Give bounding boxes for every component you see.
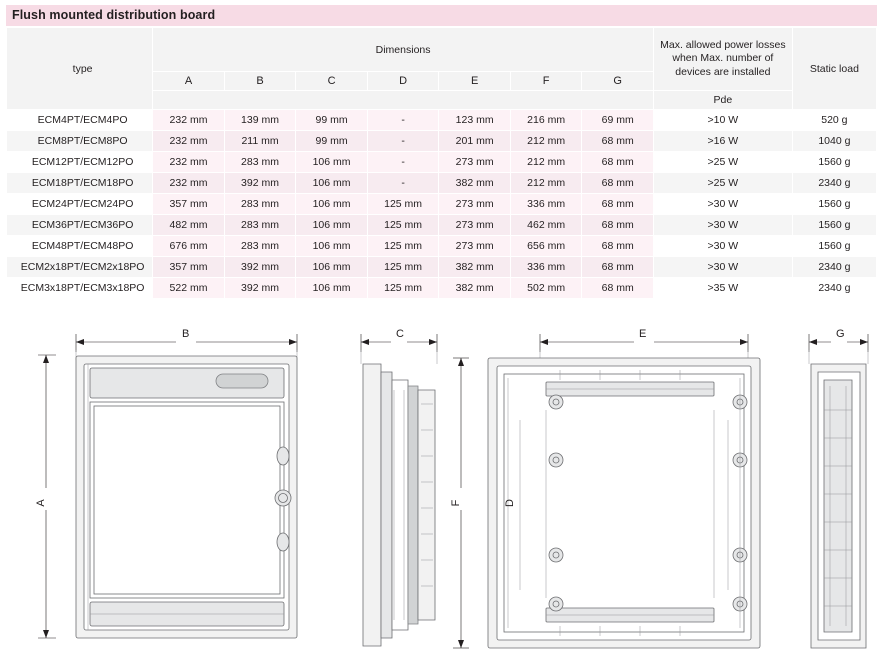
table-row — [7, 194, 877, 215]
column-header-pde: Pde — [653, 91, 792, 110]
cell-static-load: 520 g — [792, 110, 876, 131]
cell-g: 68 mm — [582, 131, 654, 152]
cell-f: 656 mm — [510, 236, 582, 257]
column-header-a: A — [153, 72, 225, 91]
cell-f: 212 mm — [510, 131, 582, 152]
cell-b: 283 mm — [224, 194, 296, 215]
cell-f: 336 mm — [510, 257, 582, 278]
cell-g: 68 mm — [582, 236, 654, 257]
table-row — [7, 131, 877, 152]
cell-type: ECM4PT/ECM4PO — [7, 110, 153, 131]
cell-c: 106 mm — [296, 152, 368, 173]
column-header-c: C — [296, 72, 368, 91]
cell-f: 462 mm — [510, 215, 582, 236]
cell-c: 106 mm — [296, 278, 368, 299]
cell-d: - — [367, 131, 439, 152]
drawing-label-c: C — [396, 328, 404, 340]
column-header-f: F — [510, 72, 582, 91]
column-header-d: D — [367, 72, 439, 91]
cell-static-load: 2340 g — [792, 257, 876, 278]
cell-static-load: 1560 g — [792, 236, 876, 257]
table-row — [7, 173, 877, 194]
cell-static-load: 1560 g — [792, 194, 876, 215]
cell-type: ECM3x18PT/ECM3x18PO — [7, 278, 153, 299]
cell-type: ECM2x18PT/ECM2x18PO — [7, 257, 153, 278]
cell-g: 68 mm — [582, 215, 654, 236]
page-title: Flush mounted distribution board — [12, 8, 216, 22]
cell-pde: >10 W — [653, 110, 792, 131]
cell-a: 676 mm — [153, 236, 225, 257]
cell-static-load: 2340 g — [792, 173, 876, 194]
cell-pde: >30 W — [653, 215, 792, 236]
cell-e: 273 mm — [439, 194, 511, 215]
cell-g: 68 mm — [582, 152, 654, 173]
cell-type: ECM24PT/ECM24PO — [7, 194, 153, 215]
cell-c: 106 mm — [296, 257, 368, 278]
cell-g: 68 mm — [582, 173, 654, 194]
table-row — [7, 278, 877, 299]
cell-type: ECM12PT/ECM12PO — [7, 152, 153, 173]
column-header-dimensions: Dimensions — [153, 28, 654, 72]
cell-d: 125 mm — [367, 236, 439, 257]
cell-pde: >30 W — [653, 257, 792, 278]
specification-table — [6, 27, 877, 299]
cell-a: 232 mm — [153, 110, 225, 131]
cell-d: - — [367, 173, 439, 194]
column-header-type: type — [7, 28, 153, 110]
cell-b: 139 mm — [224, 110, 296, 131]
drawing-label-e: E — [639, 328, 647, 340]
cell-a: 482 mm — [153, 215, 225, 236]
cell-c: 106 mm — [296, 236, 368, 257]
drawing-label-a: A — [35, 499, 47, 507]
cell-type: ECM8PT/ECM8PO — [7, 131, 153, 152]
column-header-power-losses: Max. allowed power losses when Max. number of devices are installed — [653, 28, 792, 91]
technical-drawings — [0, 320, 883, 655]
cell-b: 392 mm — [224, 173, 296, 194]
cell-d: 125 mm — [367, 257, 439, 278]
column-header-b: B — [224, 72, 296, 91]
cell-c: 106 mm — [296, 173, 368, 194]
cell-d: 125 mm — [367, 215, 439, 236]
cell-e: 273 mm — [439, 152, 511, 173]
cell-f: 216 mm — [510, 110, 582, 131]
drawing-label-g: G — [836, 328, 845, 340]
cell-e: 382 mm — [439, 278, 511, 299]
cell-f: 336 mm — [510, 194, 582, 215]
cell-a: 357 mm — [153, 257, 225, 278]
cell-d: 125 mm — [367, 194, 439, 215]
cell-b: 392 mm — [224, 278, 296, 299]
cell-e: 273 mm — [439, 236, 511, 257]
table-row — [7, 215, 877, 236]
cell-e: 273 mm — [439, 215, 511, 236]
cell-static-load: 1040 g — [792, 131, 876, 152]
table-header-row-1 — [7, 28, 877, 72]
cell-f: 502 mm — [510, 278, 582, 299]
cell-c: 106 mm — [296, 215, 368, 236]
column-header-static-load: Static load — [792, 28, 876, 110]
table-row — [7, 152, 877, 173]
cell-e: 201 mm — [439, 131, 511, 152]
cell-pde: >16 W — [653, 131, 792, 152]
table-row — [7, 236, 877, 257]
column-header-spacer — [153, 91, 654, 110]
cell-c: 106 mm — [296, 194, 368, 215]
cell-a: 232 mm — [153, 131, 225, 152]
cell-f: 212 mm — [510, 152, 582, 173]
cell-g: 68 mm — [582, 194, 654, 215]
table-row — [7, 257, 877, 278]
column-header-g: G — [582, 72, 654, 91]
cell-a: 357 mm — [153, 194, 225, 215]
cell-c: 99 mm — [296, 131, 368, 152]
cell-static-load: 1560 g — [792, 215, 876, 236]
table-body — [7, 110, 877, 299]
cell-f: 212 mm — [510, 173, 582, 194]
cell-pde: >30 W — [653, 236, 792, 257]
cell-type: ECM36PT/ECM36PO — [7, 215, 153, 236]
column-header-e: E — [439, 72, 511, 91]
cell-pde: >25 W — [653, 173, 792, 194]
drawing-label-b: B — [182, 328, 190, 340]
cell-static-load: 1560 g — [792, 152, 876, 173]
cell-a: 232 mm — [153, 173, 225, 194]
section-title-bar — [6, 5, 877, 27]
cell-b: 283 mm — [224, 215, 296, 236]
cell-type: ECM48PT/ECM48PO — [7, 236, 153, 257]
cell-static-load: 2340 g — [792, 278, 876, 299]
cell-pde: >30 W — [653, 194, 792, 215]
cell-a: 522 mm — [153, 278, 225, 299]
cell-d: - — [367, 110, 439, 131]
cell-e: 382 mm — [439, 173, 511, 194]
drawings-svg — [0, 320, 883, 655]
cell-b: 392 mm — [224, 257, 296, 278]
cell-pde: >35 W — [653, 278, 792, 299]
cell-e: 123 mm — [439, 110, 511, 131]
cell-a: 232 mm — [153, 152, 225, 173]
drawing-label-f: F — [450, 499, 462, 507]
cell-c: 99 mm — [296, 110, 368, 131]
cell-b: 283 mm — [224, 236, 296, 257]
cell-g: 68 mm — [582, 278, 654, 299]
cell-d: - — [367, 152, 439, 173]
cell-d: 125 mm — [367, 278, 439, 299]
cell-type: ECM18PT/ECM18PO — [7, 173, 153, 194]
table-row — [7, 110, 877, 131]
cell-e: 382 mm — [439, 257, 511, 278]
cell-pde: >25 W — [653, 152, 792, 173]
cell-b: 283 mm — [224, 152, 296, 173]
cell-g: 69 mm — [582, 110, 654, 131]
drawing-label-d: D — [504, 499, 516, 507]
cell-b: 211 mm — [224, 131, 296, 152]
cell-g: 68 mm — [582, 257, 654, 278]
